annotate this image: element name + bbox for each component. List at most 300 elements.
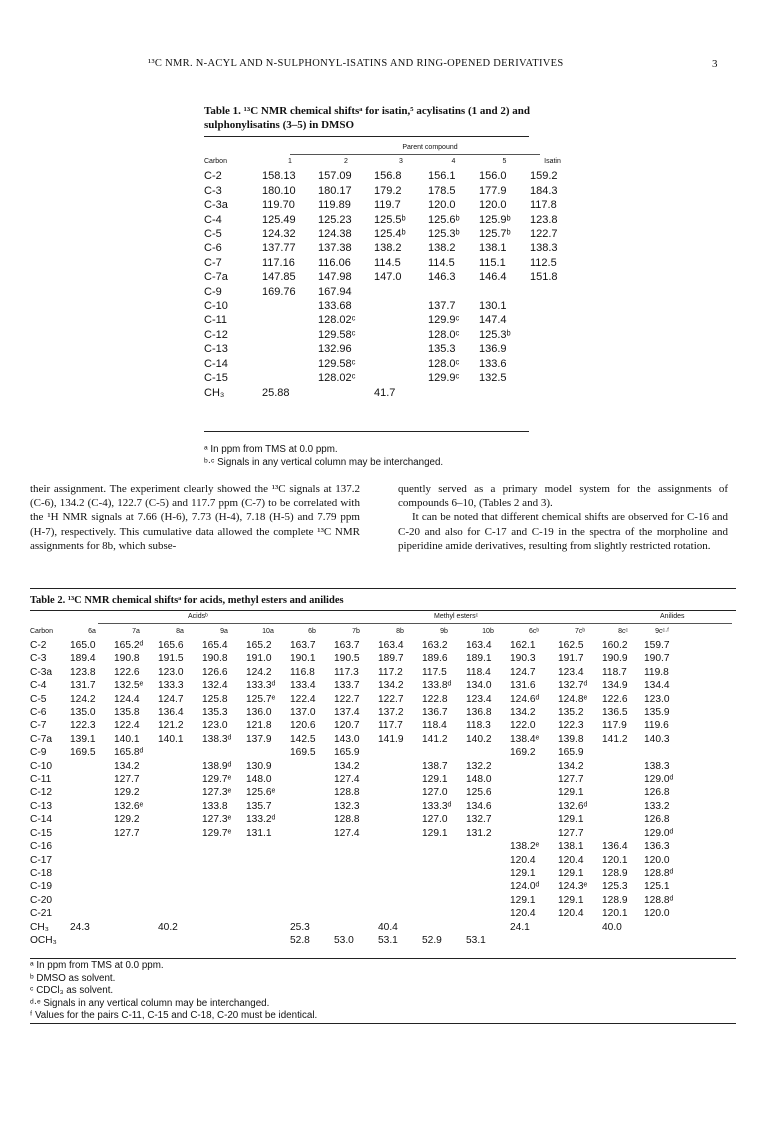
- shift-value: 123.8: [70, 666, 96, 678]
- shift-value: 136.4: [602, 841, 628, 853]
- table2-caption-rule: [30, 610, 736, 611]
- shift-value: [466, 746, 510, 759]
- shift-value: 124.38: [318, 228, 352, 241]
- shift-value: [70, 867, 114, 880]
- shift-value: 25.3: [290, 921, 310, 933]
- shift-value: 120.0: [644, 854, 670, 866]
- shift-value: [530, 285, 575, 299]
- shift-value: 147.0: [374, 271, 402, 284]
- shift-value: 125.4ᵇ: [374, 228, 406, 241]
- shift-value: 121.2: [158, 720, 184, 732]
- shift-value: 180.10: [262, 184, 296, 197]
- shift-value: 120.0: [644, 908, 670, 920]
- shift-value: 133.4: [290, 680, 316, 692]
- table-row: [204, 285, 575, 299]
- shift-value: [602, 746, 644, 759]
- table-row: [30, 639, 680, 652]
- shift-value: 120.1: [602, 854, 628, 866]
- shift-value: 124.2: [246, 666, 272, 678]
- shift-value: 178.5: [428, 184, 456, 197]
- carbon-label: C-11: [30, 774, 52, 786]
- shift-value: 127.0: [422, 814, 448, 826]
- table2-group-esters: Methyl estersᶜ: [434, 613, 479, 620]
- shift-value: 25.88: [262, 386, 290, 399]
- shift-value: [466, 854, 510, 867]
- shift-value: 40.0: [602, 921, 622, 933]
- carbon-label: C-12: [204, 328, 228, 341]
- shift-value: [530, 386, 575, 400]
- shift-value: 140.1: [114, 733, 140, 745]
- shift-value: 114.5: [374, 256, 401, 269]
- shift-value: 138.2: [428, 242, 456, 255]
- shift-value: 165.2: [246, 640, 272, 651]
- shift-value: 127.7: [558, 827, 584, 839]
- shift-value: 135.3: [428, 343, 456, 356]
- shift-value: [602, 786, 644, 799]
- table2-column-header: 6a: [88, 628, 96, 635]
- shift-value: 146.3: [428, 271, 456, 284]
- table1-caption: Table 1. ¹³C NMR chemical shiftsᵃ for isatin,⁵ acylisatins (1 and 2) and sulphonylisatins (3–5) in DMSO: [204, 105, 531, 131]
- table-row: [30, 773, 680, 786]
- table2-top-rule-outer: [30, 588, 736, 589]
- shift-value: 133.7: [334, 680, 360, 692]
- carbon-label: C-10: [30, 760, 53, 772]
- shift-value: 128.8: [334, 787, 360, 799]
- shift-value: 135.0: [70, 707, 96, 719]
- table-row: [30, 666, 680, 679]
- shift-value: 136.9: [479, 343, 507, 356]
- shift-value: [246, 907, 290, 920]
- shift-value: [422, 880, 466, 893]
- shift-value: [246, 854, 290, 867]
- shift-value: 117.3: [334, 666, 359, 678]
- shift-value: [70, 907, 114, 920]
- shift-value: [290, 880, 334, 893]
- shift-value: 133.2ᵈ: [246, 814, 276, 826]
- shift-value: 120.6: [290, 720, 316, 732]
- shift-value: [558, 934, 602, 947]
- table-row: [204, 256, 575, 270]
- shift-value: 132.3: [334, 800, 360, 812]
- shift-value: 114.5: [428, 256, 455, 269]
- body-right-paragraph-1: quently served as a primary model system for the assignments of compounds 6–10, (Tables 2 and 3).: [398, 483, 728, 510]
- shift-value: 128.0ᶜ: [428, 357, 460, 370]
- table2-group-rule: [98, 623, 732, 624]
- carbon-label: C-9: [30, 747, 47, 759]
- shift-value: 132.6ᵉ: [114, 800, 144, 812]
- shift-value: 136.5: [602, 707, 628, 719]
- shift-value: 163.4: [378, 640, 404, 651]
- shift-value: 118.3: [466, 720, 491, 732]
- shift-value: 142.5: [290, 733, 316, 745]
- shift-value: 190.8: [114, 653, 140, 665]
- shift-value: 136.0: [246, 707, 272, 719]
- shift-value: 137.2: [378, 707, 404, 719]
- shift-value: [290, 786, 334, 799]
- shift-value: [644, 746, 680, 759]
- shift-value: [70, 760, 114, 773]
- shift-value: 117.7: [378, 720, 403, 732]
- table2-grid: [30, 625, 680, 947]
- shift-value: [246, 840, 290, 853]
- shift-value: 159.7: [644, 640, 670, 651]
- shift-value: 116.06: [318, 256, 351, 269]
- shift-value: [70, 894, 114, 907]
- shift-value: 131.2: [466, 827, 492, 839]
- shift-value: [334, 921, 378, 934]
- carbon-label: C-3: [30, 653, 47, 665]
- shift-value: 129.7ᵉ: [202, 774, 232, 786]
- shift-value: 134.9: [602, 680, 628, 692]
- shift-value: 136.8: [466, 707, 492, 719]
- carbon-label: C-19: [30, 881, 53, 893]
- running-title: ¹³C NMR. N-ACYL AND N-SULPHONYL-ISATINS AND RING-OPENED DERIVATIVES: [148, 58, 564, 69]
- shift-value: [602, 827, 644, 840]
- shift-value: [202, 921, 246, 934]
- table1-footnote: ᵇ·ᶜ Signals in any vertical column may be interchanged.: [204, 456, 444, 468]
- shift-value: 190.9: [602, 653, 628, 665]
- shift-value: 169.5: [70, 747, 96, 759]
- table-row: [30, 934, 680, 947]
- table-row: [30, 867, 680, 880]
- shift-value: 156.1: [428, 170, 456, 183]
- shift-value: 141.2: [602, 733, 628, 745]
- carbon-label: C-2: [204, 170, 222, 183]
- shift-value: 135.3: [202, 707, 228, 719]
- shift-value: 120.0: [479, 199, 507, 212]
- shift-value: 130.9: [246, 760, 272, 772]
- shift-value: 139.1: [70, 733, 96, 745]
- shift-value: [378, 867, 422, 880]
- table2-header-row: [30, 625, 680, 639]
- shift-value: [158, 907, 202, 920]
- shift-value: 125.23: [318, 213, 352, 226]
- shift-value: [290, 813, 334, 826]
- table-row: [30, 907, 680, 920]
- shift-value: [378, 786, 422, 799]
- shift-value: 138.7: [422, 760, 448, 772]
- shift-value: 132.5: [479, 372, 507, 385]
- table1-column-header: Isatin: [544, 158, 561, 165]
- shift-value: 157.09: [318, 170, 352, 183]
- shift-value: [374, 299, 428, 313]
- shift-value: 179.2: [374, 184, 402, 197]
- shift-value: [202, 867, 246, 880]
- table2-column-header: 8a: [176, 628, 184, 635]
- shift-value: 128.8ᵈ: [644, 894, 674, 906]
- carbon-label: C-7: [204, 256, 222, 269]
- shift-value: 53.1: [378, 934, 398, 946]
- shift-value: [510, 773, 558, 786]
- shift-value: [530, 357, 575, 371]
- shift-value: [290, 907, 334, 920]
- shift-value: [602, 773, 644, 786]
- shift-value: [374, 328, 428, 342]
- shift-value: 138.3ᵈ: [202, 733, 232, 745]
- shift-value: [70, 854, 114, 867]
- carbon-label: C-20: [30, 894, 53, 906]
- shift-value: 137.4: [334, 707, 360, 719]
- table2-column-header: 9a: [220, 628, 228, 635]
- table-row: [30, 652, 680, 665]
- shift-value: [378, 746, 422, 759]
- shift-value: 117.16: [262, 256, 295, 269]
- shift-value: [290, 773, 334, 786]
- shift-value: [70, 786, 114, 799]
- table2-footnote: ᶜ CDCl₃ as solvent.: [30, 985, 114, 996]
- shift-value: [422, 746, 466, 759]
- shift-value: 169.2: [510, 747, 536, 759]
- table-row: [30, 921, 680, 934]
- shift-value: 180.17: [318, 184, 352, 197]
- shift-value: 124.3ᵉ: [558, 881, 588, 893]
- table2-footnotes: [30, 960, 317, 1023]
- shift-value: 165.9: [334, 747, 360, 759]
- table1-top-rule: [204, 136, 529, 137]
- shift-value: [290, 854, 334, 867]
- shift-value: [378, 907, 422, 920]
- shift-value: [114, 921, 158, 934]
- shift-value: 162.5: [558, 640, 584, 651]
- table-row: [204, 371, 575, 385]
- shift-value: 134.2: [378, 680, 404, 692]
- shift-value: 160.2: [602, 640, 628, 651]
- carbon-label: C-3a: [30, 666, 53, 678]
- shift-value: 191.5: [158, 653, 184, 665]
- shift-value: [246, 746, 290, 759]
- shift-value: 118.4: [422, 720, 447, 732]
- shift-value: 131.6: [510, 680, 536, 692]
- shift-value: [246, 894, 290, 907]
- shift-value: [114, 934, 158, 947]
- shift-value: [334, 880, 378, 893]
- shift-value: 132.7: [466, 814, 492, 826]
- carbon-label: CH₃: [204, 386, 225, 399]
- shift-value: 129.1: [422, 827, 448, 839]
- shift-value: 165.9: [558, 747, 584, 759]
- shift-value: [114, 894, 158, 907]
- carbon-label: C-16: [30, 841, 53, 853]
- table1-group-header: Parent compound: [402, 144, 458, 151]
- shift-value: 134.0: [466, 680, 492, 692]
- shift-value: 138.3: [530, 242, 558, 255]
- carbon-label: C-3a: [204, 199, 228, 212]
- table2-column-header: 7b: [352, 628, 360, 635]
- shift-value: 191.0: [246, 653, 272, 665]
- shift-value: 191.7: [558, 653, 584, 665]
- shift-value: [644, 921, 680, 934]
- shift-value: 122.6: [114, 666, 140, 678]
- shift-value: 52.8: [290, 934, 310, 946]
- shift-value: 129.58ᶜ: [318, 328, 356, 341]
- carbon-label: C-15: [204, 372, 228, 385]
- shift-value: [262, 371, 318, 385]
- shift-value: 137.7: [428, 300, 456, 313]
- carbon-label: C-7: [30, 720, 47, 732]
- shift-value: [246, 934, 290, 947]
- carbon-label: C-18: [30, 867, 53, 879]
- shift-value: [114, 867, 158, 880]
- table1-header-row: [204, 155, 575, 169]
- shift-value: [70, 773, 114, 786]
- shift-value: 125.49: [262, 213, 296, 226]
- shift-value: 124.7: [510, 666, 536, 678]
- shift-value: [466, 894, 510, 907]
- shift-value: [479, 386, 530, 400]
- shift-value: 120.7: [334, 720, 360, 732]
- table2-footnote: ᵈ·ᵉ Signals in any vertical column may be interchanged.: [30, 997, 270, 1009]
- table1-column-header: 3: [399, 158, 403, 165]
- body-right-column: [398, 482, 728, 553]
- shift-value: 127.7: [114, 827, 140, 839]
- carbon-label: C-4: [30, 680, 47, 692]
- shift-value: [378, 840, 422, 853]
- shift-value: 129.9ᶜ: [428, 314, 460, 327]
- shift-value: 122.7: [530, 228, 558, 241]
- shift-value: [378, 773, 422, 786]
- shift-value: 189.1: [466, 653, 492, 665]
- shift-value: [378, 854, 422, 867]
- shift-value: [318, 386, 374, 400]
- shift-value: [510, 800, 558, 813]
- table1-grid: [204, 155, 575, 400]
- table2: [30, 625, 680, 947]
- table2-column-header: 8b: [396, 628, 404, 635]
- shift-value: 156.8: [374, 170, 402, 183]
- shift-value: 148.0: [466, 774, 492, 786]
- carbon-label: OCH₃: [30, 934, 57, 946]
- shift-value: [246, 921, 290, 934]
- shift-value: 134.2: [558, 760, 584, 772]
- shift-value: 122.4: [114, 720, 140, 732]
- shift-value: 120.4: [510, 854, 536, 866]
- shift-value: [530, 342, 575, 356]
- shift-value: 124.7: [158, 693, 184, 705]
- shift-value: 127.4: [334, 774, 360, 786]
- shift-value: 138.4ᵉ: [510, 733, 540, 745]
- shift-value: 139.8: [558, 733, 584, 745]
- shift-value: 132.6ᵈ: [558, 800, 588, 812]
- carbon-label: CH₃: [30, 921, 49, 933]
- shift-value: 125.7ᵇ: [479, 228, 511, 241]
- shift-value: 132.2: [466, 760, 492, 772]
- shift-value: 118.7: [602, 666, 627, 678]
- shift-value: 52.9: [422, 934, 442, 946]
- shift-value: 132.7ᵈ: [558, 680, 588, 692]
- shift-value: 129.0ᵈ: [644, 774, 674, 786]
- shift-value: 123.4: [558, 666, 584, 678]
- shift-value: 129.2: [114, 814, 140, 826]
- table2-bottom-rule: [30, 958, 736, 959]
- table2-column-header: 10b: [482, 628, 494, 635]
- shift-value: 125.5ᵇ: [374, 213, 406, 226]
- shift-value: 129.1: [558, 814, 584, 826]
- shift-value: 129.1: [558, 894, 584, 906]
- shift-value: 129.1: [510, 867, 536, 879]
- table-row: [30, 854, 680, 867]
- shift-value: 112.5: [530, 256, 557, 269]
- shift-value: 184.3: [530, 184, 558, 197]
- table2-group-acids: Acidsᵇ: [188, 613, 208, 620]
- shift-value: 122.7: [334, 693, 360, 705]
- shift-value: 135.8: [114, 707, 140, 719]
- table2-column-header: 6b: [308, 628, 316, 635]
- shift-value: 122.3: [558, 720, 584, 732]
- table2-column-header: 9b: [440, 628, 448, 635]
- shift-value: 169.5: [290, 747, 316, 759]
- shift-value: 123.0: [202, 720, 228, 732]
- shift-value: 127.3ᵉ: [202, 787, 232, 799]
- table1-column-header: 2: [344, 158, 348, 165]
- shift-value: [378, 894, 422, 907]
- shift-value: 137.77: [262, 242, 296, 255]
- shift-value: 122.8: [422, 693, 448, 705]
- table-row: [30, 840, 680, 853]
- shift-value: 120.1: [602, 908, 628, 920]
- table-row: [204, 270, 575, 284]
- shift-value: [374, 313, 428, 327]
- shift-value: [422, 867, 466, 880]
- shift-value: [114, 840, 158, 853]
- shift-value: [70, 800, 114, 813]
- shift-value: 137.9: [246, 733, 272, 745]
- table-row: [30, 733, 680, 746]
- shift-value: [158, 786, 202, 799]
- shift-value: 137.0: [290, 707, 316, 719]
- carbon-label: C-5: [30, 693, 47, 705]
- carbon-label: C-11: [204, 314, 228, 327]
- shift-value: [510, 813, 558, 826]
- shift-value: [158, 760, 202, 773]
- shift-value: 127.7: [114, 774, 140, 786]
- shift-value: 165.6: [158, 640, 184, 651]
- shift-value: [334, 894, 378, 907]
- shift-value: 40.2: [158, 921, 178, 933]
- shift-value: 138.9ᵈ: [202, 760, 232, 772]
- shift-value: [510, 786, 558, 799]
- body-right-paragraph-2: It can be noted that different chemical shifts are observed for C-16 and C-20 and also for C-17 and C-19 in the spectra of the morpholine and piperidine amide derivatives, resulting from slightly restricted rotation.: [398, 511, 728, 552]
- shift-value: 129.1: [558, 787, 584, 799]
- carbon-label: C-15: [30, 827, 53, 839]
- shift-value: 134.2: [510, 707, 536, 719]
- table-row: [204, 213, 575, 227]
- shift-value: [466, 867, 510, 880]
- shift-value: 163.7: [334, 640, 360, 651]
- shift-value: [158, 813, 202, 826]
- shift-value: [510, 827, 558, 840]
- page-number: 3: [712, 58, 718, 70]
- carbon-label: C-13: [204, 343, 228, 356]
- table-row: [30, 894, 680, 907]
- shift-value: 129.1: [422, 774, 448, 786]
- table2-column-header: Carbon: [30, 628, 53, 635]
- shift-value: 135.9: [644, 707, 670, 719]
- shift-value: 163.2: [422, 640, 448, 651]
- shift-value: 128.8: [334, 814, 360, 826]
- shift-value: 124.32: [262, 228, 296, 241]
- shift-value: 146.4: [479, 271, 507, 284]
- shift-value: [510, 934, 558, 947]
- shift-value: [378, 800, 422, 813]
- shift-value: 148.0: [246, 774, 272, 786]
- shift-value: 119.70: [262, 199, 295, 212]
- table2-column-header: 7cᵇ: [574, 628, 586, 635]
- table-row: [30, 800, 680, 813]
- shift-value: 120.0: [428, 199, 456, 212]
- shift-value: 127.0: [422, 787, 448, 799]
- shift-value: 165.0: [70, 640, 96, 651]
- shift-value: 116.8: [290, 666, 315, 678]
